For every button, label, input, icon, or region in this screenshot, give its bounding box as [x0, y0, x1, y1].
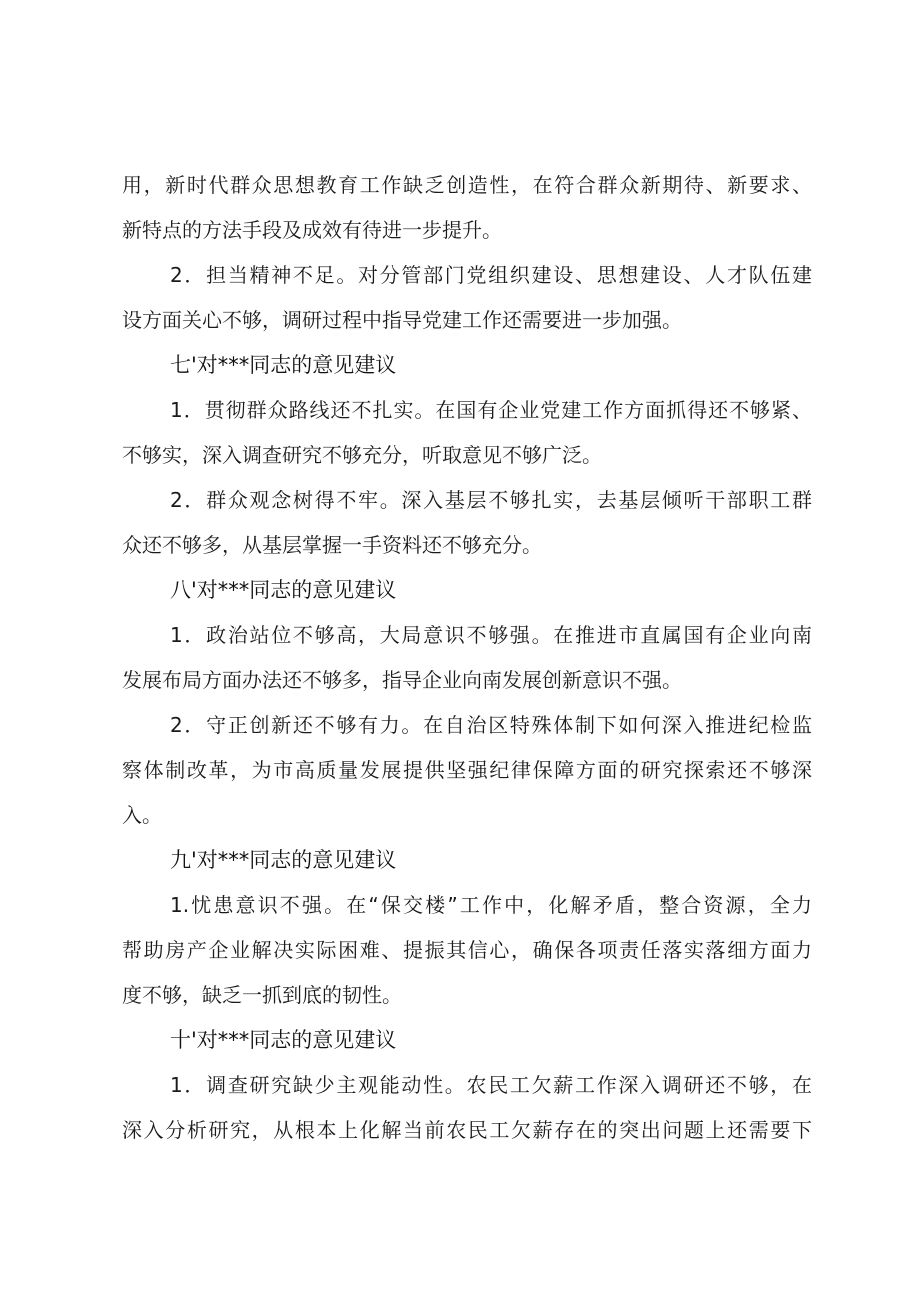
- text-line: 1．政治站位不够高，大局意识不够强。在推进市直属国有企业向南: [170, 623, 812, 647]
- text-line: 1．贯彻群众路线还不扎实。在国有企业党建工作方面抓得还不够紧、: [170, 398, 812, 422]
- section-heading: 七'对***同志的意见建议: [170, 353, 397, 377]
- text-line: 众还不够多，从基层掌握一手资料还不够充分。: [122, 533, 542, 557]
- text-line: 深入分析研究，从根本上化解当前农民工欠薪存在的突出问题上还需要下: [122, 1118, 812, 1142]
- section-heading: 九'对***同志的意见建议: [170, 848, 397, 872]
- text-line: 察体制改革，为市高质量发展提供坚强纪律保障方面的研究探索还不够深: [122, 758, 812, 782]
- text-line: 1．调查研究缺少主观能动性。农民工欠薪工作深入调研还不够，在: [170, 1073, 812, 1097]
- text-line: 度不够，缺乏一抓到底的韧性。: [122, 983, 402, 1007]
- text-line: 不够实，深入调查研究不够充分，听取意见不够广泛。: [122, 443, 602, 467]
- text-line: 入。: [122, 803, 162, 827]
- text-line: 2．担当精神不足。对分管部门党组织建设、思想建设、人才队伍建: [170, 263, 812, 287]
- section-heading: 八'对***同志的意见建议: [170, 578, 397, 602]
- text-line: 2．守正创新还不够有力。在自治区特殊体制下如何深入推进纪检监: [170, 713, 812, 737]
- text-line: 设方面关心不够，调研过程中指导党建工作还需要进一步加强。: [122, 308, 682, 332]
- text-line: 1.忧患意识不强。在“保交楼”工作中，化解矛盾，整合资源，全力: [170, 893, 812, 917]
- text-line: 发展布局方面办法还不够多，指导企业向南发展创新意识不强。: [122, 668, 682, 692]
- text-line: 帮助房产企业解决实际困难、提振其信心，确保各项责任落实落细方面力: [122, 938, 812, 962]
- section-heading: 十'对***同志的意见建议: [170, 1028, 397, 1052]
- text-line: 新特点的方法手段及成效有待进一步提升。: [122, 218, 502, 242]
- text-line: 用，新时代群众思想教育工作缺乏创造性，在符合群众新期待、新要求、: [122, 173, 812, 197]
- text-line: 2．群众观念树得不牢。深入基层不够扎实，去基层倾听干部职工群: [170, 488, 812, 512]
